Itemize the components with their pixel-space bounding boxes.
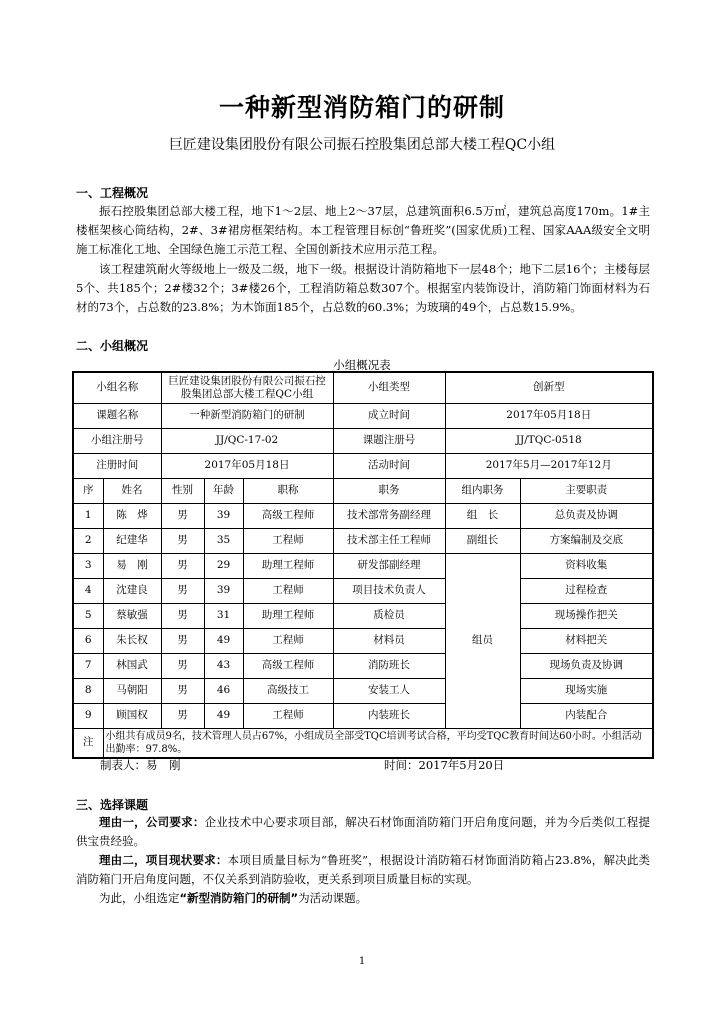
page-number: 1	[358, 956, 366, 967]
cell-role: 副组长	[445, 528, 520, 553]
cell-gender: 男	[161, 603, 204, 628]
cell-age: 31	[204, 603, 243, 628]
cell-name: 马朝阳	[103, 678, 161, 703]
cell-title: 高级工程师	[243, 503, 333, 528]
group-overview-table	[72, 371, 654, 759]
cell-duty: 材料把关	[520, 628, 653, 653]
reason2-label: 理由二，项目现状要求：	[99, 853, 228, 867]
cell-name: 顾国权	[103, 703, 161, 728]
table-row	[73, 553, 653, 578]
reg-no-value: JJ/QC-17-02	[161, 428, 333, 453]
table-row	[73, 603, 653, 628]
section1-paragraph-1: 振石控股集团总部大楼工程，地下1～2层、地上2～37层，总建筑面积6.5万㎡，建筑总高度170m。1#主楼框架核心筒结构，2#、3#裙房框架结构。本工程管理目标创“鲁班奖”(国家优质)工程、国家AAA级安全文明施工标准化工地、全国绿色施工示范工程、全国创新技术应用示范工程。	[76, 204, 650, 256]
cell-gender: 男	[161, 578, 204, 603]
founded-value: 2017年05月18日	[445, 403, 653, 428]
reason1-label: 理由一，公司要求：	[99, 815, 205, 829]
cell-title: 高级工程师	[243, 653, 333, 678]
table-row	[73, 503, 653, 528]
table-row	[73, 528, 653, 553]
col-header: 姓名	[103, 478, 161, 503]
info-row	[73, 453, 653, 478]
col-header: 职务	[333, 478, 445, 503]
section3-conclusion	[76, 889, 650, 908]
reg-no-label: 小组注册号	[73, 428, 161, 453]
cell-no: 7	[73, 653, 103, 678]
cell-title: 工程师	[243, 703, 333, 728]
member-header-row	[73, 478, 653, 503]
section2-heading: 二、小组概况	[76, 339, 149, 353]
cell-position: 质检员	[333, 603, 445, 628]
cell-role: 组 长	[445, 503, 520, 528]
cell-duty: 现场操作把关	[520, 603, 653, 628]
note-row	[73, 728, 653, 758]
topic-value: 一种新型消防箱门的研制	[161, 403, 333, 428]
note-text: 小组共有成员9名，技术管理人员占67%，小组成员全部受TQC培训考试合格，平均受TQC教育时间达60小时。小组活动出勤率：97.8%。	[103, 728, 653, 758]
cell-title: 助理工程师	[243, 553, 333, 578]
section3-reason-2	[76, 851, 650, 889]
cell-name: 易 刚	[103, 553, 161, 578]
document-subtitle: 巨匠建设集团股份有限公司振石控股集团总部大楼工程QC小组	[168, 137, 556, 153]
cell-no: 4	[73, 578, 103, 603]
cell-duty: 过程检查	[520, 578, 653, 603]
info-row	[73, 403, 653, 428]
cell-name: 朱长权	[103, 628, 161, 653]
cell-gender: 男	[161, 653, 204, 678]
table-caption: 小组概况表	[333, 358, 391, 372]
cell-duty: 方案编制及交底	[520, 528, 653, 553]
cell-gender: 男	[161, 678, 204, 703]
col-header: 组内职务	[445, 478, 520, 503]
founded-label: 成立时间	[333, 403, 445, 428]
topic-label: 课题名称	[73, 403, 161, 428]
prepared-date: 时间：2017年5月20日	[384, 758, 505, 772]
cell-no: 3	[73, 553, 103, 578]
cell-position: 技术部常务副经理	[333, 503, 445, 528]
cell-name: 沈建良	[103, 578, 161, 603]
group-name-value: 巨匠建设集团股份有限公司振石控股集团总部大楼工程QC小组	[161, 372, 333, 403]
col-header: 职称	[243, 478, 333, 503]
conclusion-topic: “新型消防箱门的研制”	[179, 891, 299, 905]
cell-age: 29	[204, 553, 243, 578]
conclusion-pre: 为此，小组选定	[99, 891, 180, 905]
col-header: 性别	[161, 478, 204, 503]
cell-gender: 男	[161, 628, 204, 653]
section1-heading: 一、工程概况	[76, 186, 149, 200]
cell-gender: 男	[161, 703, 204, 728]
table-row	[73, 628, 653, 653]
cell-age: 49	[204, 628, 243, 653]
cell-position: 安装工人	[333, 678, 445, 703]
group-name-label: 小组名称	[73, 372, 161, 403]
cell-name: 蔡敏强	[103, 603, 161, 628]
section1-paragraph-2: 该工程建筑耐火等级地上一级及二级，地下一级。根据设计消防箱地下一层48个；地下二层16个；主楼每层5个、共185个；2#楼32个；3#楼26个，工程消防箱总数307个。根据室内装饰设计，消防箱门饰面材料为石材的73个，占总数的23.8%；为木饰面185个，占总数的60.3%；为玻璃的49个，占总数15.9%。	[76, 262, 650, 314]
cell-position: 内装班长	[333, 703, 445, 728]
group-type-value: 创新型	[445, 372, 653, 403]
table-row	[73, 578, 653, 603]
table-row	[73, 653, 653, 678]
cell-no: 2	[73, 528, 103, 553]
cell-gender: 男	[161, 503, 204, 528]
cell-no: 1	[73, 503, 103, 528]
cell-age: 43	[204, 653, 243, 678]
cell-age: 39	[204, 503, 243, 528]
cell-no: 5	[73, 603, 103, 628]
cell-duty: 现场实施	[520, 678, 653, 703]
cell-age: 46	[204, 678, 243, 703]
info-row	[73, 372, 653, 403]
cell-role-merged: 组员	[445, 553, 520, 728]
activity-time-value: 2017年5月—2017年12月	[445, 453, 653, 478]
cell-gender: 男	[161, 553, 204, 578]
cell-title: 工程师	[243, 628, 333, 653]
document-title: 一种新型消防箱门的研制	[218, 93, 505, 122]
table-row	[73, 678, 653, 703]
cell-name: 纪建华	[103, 528, 161, 553]
reg-time-value: 2017年05月18日	[161, 453, 333, 478]
section3-heading: 三、选择课题	[76, 798, 149, 812]
group-type-label: 小组类型	[333, 372, 445, 403]
note-label: 注	[73, 728, 103, 758]
cell-age: 35	[204, 528, 243, 553]
cell-no: 6	[73, 628, 103, 653]
topic-reg-value: JJ/TQC-0518	[445, 428, 653, 453]
cell-title: 工程师	[243, 528, 333, 553]
info-row	[73, 428, 653, 453]
reason2-text: 本项目质量目标为“鲁班奖”，根据设计消防箱石材饰面消防箱占23.8%，解决此类消防箱门开启角度问题，不仅关系到消防验收，更关系到项目质量目标的实现。	[76, 853, 651, 886]
cell-gender: 男	[161, 528, 204, 553]
cell-duty: 内装配合	[520, 703, 653, 728]
cell-duty: 总负责及协调	[520, 503, 653, 528]
cell-no: 9	[73, 703, 103, 728]
section3-reason-1	[76, 813, 650, 851]
cell-position: 消防班长	[333, 653, 445, 678]
reason1-text: 企业技术中心要求项目部，解决石材饰面消防箱门开启角度问题，并为今后类似工程提供宝贵经验。	[76, 815, 651, 848]
col-header: 主要职责	[520, 478, 653, 503]
cell-age: 49	[204, 703, 243, 728]
prepared-by: 制表人：易 刚	[100, 758, 181, 772]
col-header: 序	[73, 478, 103, 503]
reg-time-label: 注册时间	[73, 453, 161, 478]
cell-position: 研发部副经理	[333, 553, 445, 578]
cell-title: 工程师	[243, 578, 333, 603]
cell-age: 39	[204, 578, 243, 603]
topic-reg-label: 课题注册号	[333, 428, 445, 453]
cell-name: 林国武	[103, 653, 161, 678]
cell-title: 助理工程师	[243, 603, 333, 628]
cell-position: 材料员	[333, 628, 445, 653]
cell-duty: 现场负责及协调	[520, 653, 653, 678]
cell-title: 高级技工	[243, 678, 333, 703]
cell-name: 陈 烨	[103, 503, 161, 528]
activity-time-label: 活动时间	[333, 453, 445, 478]
conclusion-post: 为活动课题。	[298, 891, 368, 905]
cell-duty: 资料收集	[520, 553, 653, 578]
table-row	[73, 703, 653, 728]
col-header: 年龄	[204, 478, 243, 503]
cell-no: 8	[73, 678, 103, 703]
cell-position: 项目技术负责人	[333, 578, 445, 603]
cell-position: 技术部主任工程师	[333, 528, 445, 553]
